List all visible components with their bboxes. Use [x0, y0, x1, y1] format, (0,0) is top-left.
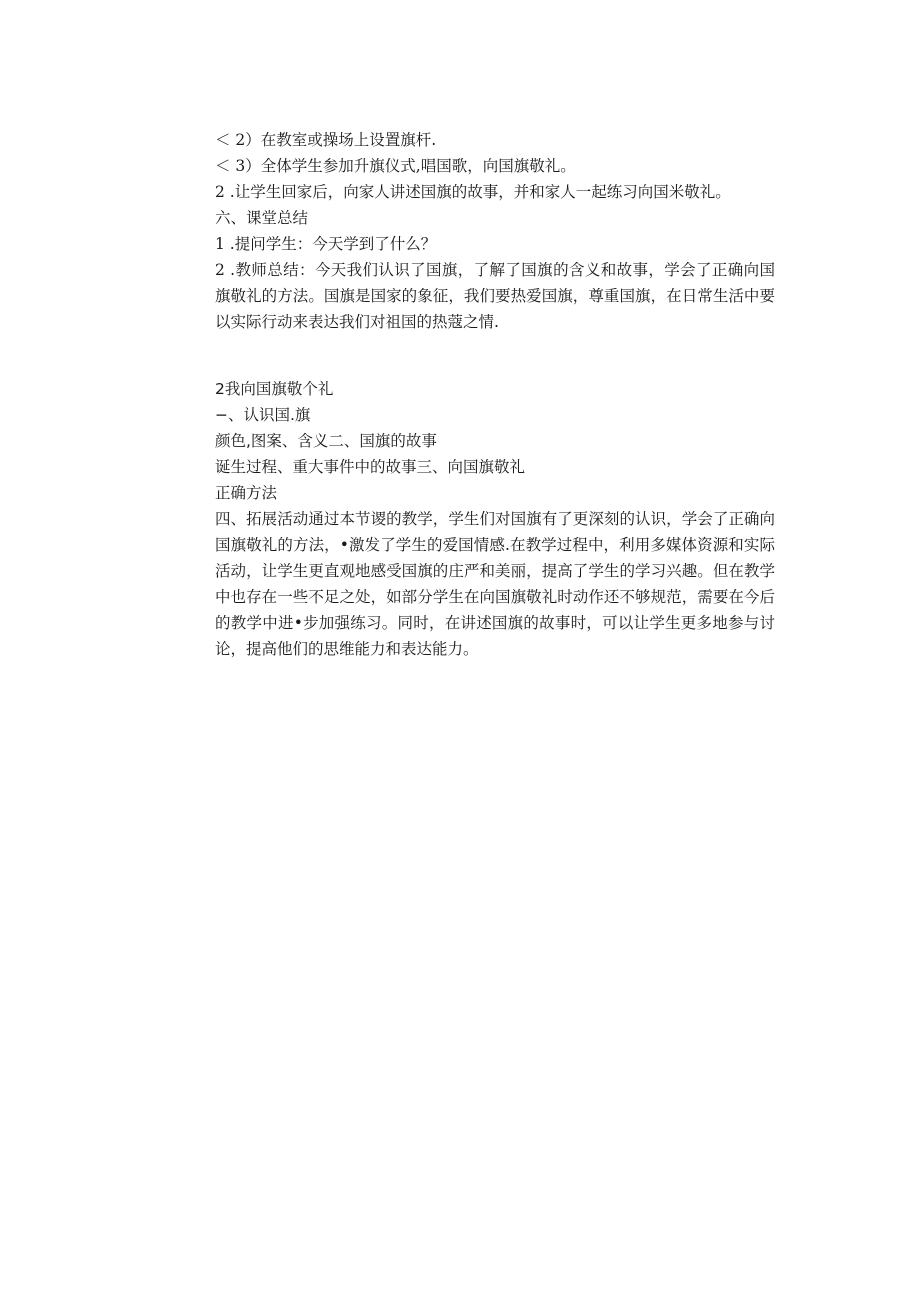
- homework-item-text: 2 .让学生回家后，向家人讲述国旗的故事，并和家人一起练习向国米敬礼。: [215, 183, 731, 201]
- outline-line-3: 诞生过程、重大事件中的故事三、向国旗敬礼: [215, 458, 526, 476]
- step-3-text: ＜ 3）全体学生参加升旗仪式,唱国歌，向国旗敬礼。: [215, 157, 576, 175]
- board-design-section: [215, 376, 775, 662]
- summary-question-text: 1 .提问学生：今天学到了什么？: [215, 235, 437, 253]
- teacher-summary-text: 2 .教师总结：今天我们认识了国旗，了解了国旗的含义和故事，学会了正确向国旗敬礼的方法。国旗是国家的象征，我们要热爱国旗，尊重国旗，在日常生活中要以实际行动来表达我们对祖国的热蔻之情.: [215, 261, 775, 331]
- outline-line-1: −、认识国.旗: [215, 406, 311, 424]
- outline-line-4: 正确方法: [215, 484, 278, 502]
- lesson-activities-section: [215, 127, 775, 335]
- step-2-text: ＜ 2）在教室或操场上设置旗杆.: [215, 131, 437, 149]
- teaching-reflection-text: 四、拓展活动通过本节谡的教学，学生们对国旗有了更深刻的认识，学会了正确向国旗敬礼的方法，•激发了学生的爱国情感.在教学过程中，利用多媒体资源和实际活动，让学生更直观地感受国旗的庄严和美丽，提高了学生的学习兴趣。但在教学中也存在一些不足之处，如部分学生在向国旗敬礼时动作还不够规范，需要在今后的教学中进•步加强练习。同时，在讲述国旗的故事时，可以让学生更多地参与讨论，提高他们的思维能力和表达能力。: [215, 510, 775, 658]
- board-title: 2我向国旗敬个礼: [215, 380, 334, 398]
- outline-line-2: 颜色,图案、含义二、国旗的故事: [215, 432, 437, 450]
- class-summary-heading: 六、课堂总结: [215, 209, 309, 227]
